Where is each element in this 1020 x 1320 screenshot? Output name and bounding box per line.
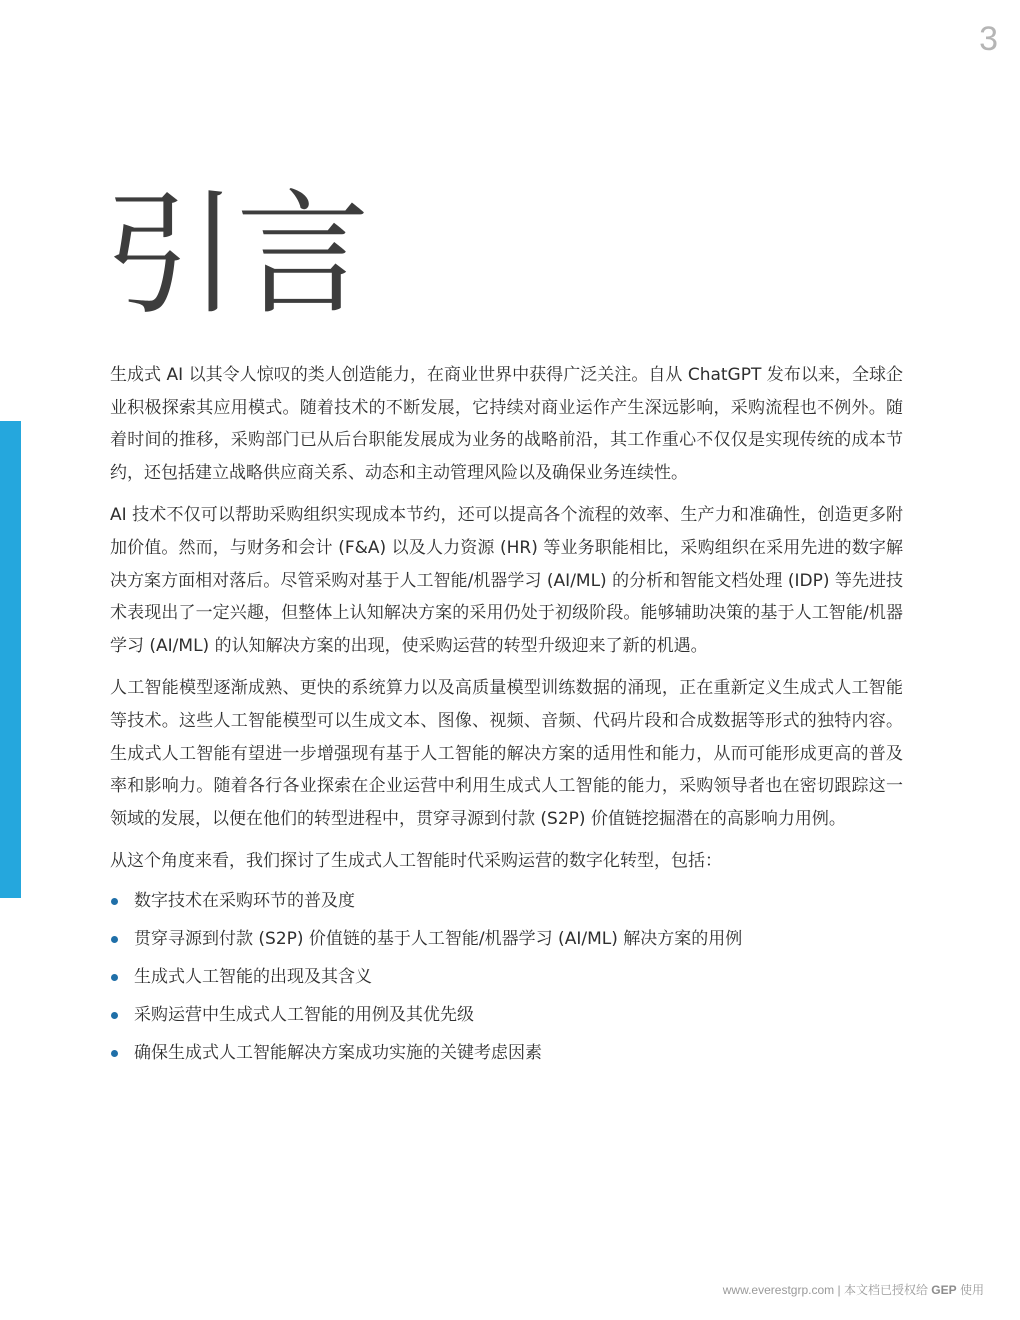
- footer: [723, 1281, 984, 1298]
- paragraph-2: AI 技术不仅可以帮助采购组织实现成本节约，还可以提高各个流程的效率、生产力和准确性，创造更多附加价值。然而，与财务和会计 (F&A) 以及人力资源 (HR) 等业务职能相比，采购组织在采用先进的数字解决方案方面相对落后。尽管采购对基于人工智能/机器学习 (AI/ML) 的分析和智能文档处理 (IDP) 等先进技术表现出了一定兴趣，但整体上认知解决方案的采用仍处于初级阶段。能够辅助决策的基于人工智能/机器学习 (AI/ML) 的认知解决方案的出现，使采购运营的转型升级迎来了新的机遇。: [110, 505, 903, 656]
- footer-url[interactable]: www.everestgrp.com: [722, 1283, 835, 1297]
- bullet-dot-icon: [111, 1012, 118, 1019]
- list-item: [110, 958, 903, 996]
- page-number: 3: [979, 20, 998, 58]
- list-item-text: 数字技术在采购环节的普及度: [134, 890, 355, 911]
- bullet-dot-icon: [111, 1050, 118, 1057]
- accent-bar: [0, 421, 21, 898]
- page-title: 引言: [104, 177, 369, 333]
- list-item: [110, 920, 903, 958]
- footer-license-suffix: 使用: [959, 1283, 984, 1297]
- topic-list: [110, 882, 903, 1072]
- paragraph-1: 生成式 AI 以其令人惊叹的类人创造能力，在商业世界中获得广泛关注。自从 ChatGPT 发布以来，全球企业积极探索其应用模式。随着技术的不断发展，它持续对商业运作产生深远影响，采购流程也不例外。随着时间的推移，采购部门已从后台职能发展成为业务的战略前沿，其工作重心不仅仅是实现传统的成本节约，还包括建立战略供应商关系、动态和主动管理风险以及确保业务连续性。: [110, 365, 903, 483]
- bullet-dot-icon: [111, 936, 118, 943]
- footer-licensee: GEP: [931, 1283, 957, 1297]
- main-content: [110, 359, 903, 1072]
- list-item-text: 生成式人工智能的出现及其含义: [134, 966, 372, 987]
- list-item-text: 贯穿寻源到付款 (S2P) 价值链的基于人工智能/机器学习 (AI/ML) 解决方案的用例: [134, 928, 743, 949]
- list-item: [110, 1034, 903, 1072]
- bullet-dot-icon: [111, 898, 118, 905]
- paragraph-3: 人工智能模型逐渐成熟、更快的系统算力以及高质量模型训练数据的涌现，正在重新定义生成式人工智能等技术。这些人工智能模型可以生成文本、图像、视频、音频、代码片段和合成数据等形式的独特内容。生成式人工智能有望进一步增强现有基于人工智能的解决方案的适用性和能力，从而可能形成更高的普及率和影响力。随着各行各业探索在企业运营中利用生成式人工智能的能力，采购领导者也在密切跟踪这一领域的发展，以便在他们的转型进程中，贯穿寻源到付款 (S2P) 价值链挖掘潜在的高影响力用例。: [110, 678, 903, 829]
- list-item-text: 确保生成式人工智能解决方案成功实施的关键考虑因素: [134, 1042, 542, 1063]
- footer-license-prefix: 本文档已授权给: [843, 1283, 928, 1297]
- list-item-text: 采购运营中生成式人工智能的用例及其优先级: [134, 1004, 474, 1025]
- footer-separator: |: [837, 1283, 841, 1297]
- list-item: [110, 996, 903, 1034]
- bullet-dot-icon: [111, 974, 118, 981]
- list-item: [110, 882, 903, 920]
- list-intro: 从这个角度来看，我们探讨了生成式人工智能时代采购运营的数字化转型，包括：: [110, 851, 722, 872]
